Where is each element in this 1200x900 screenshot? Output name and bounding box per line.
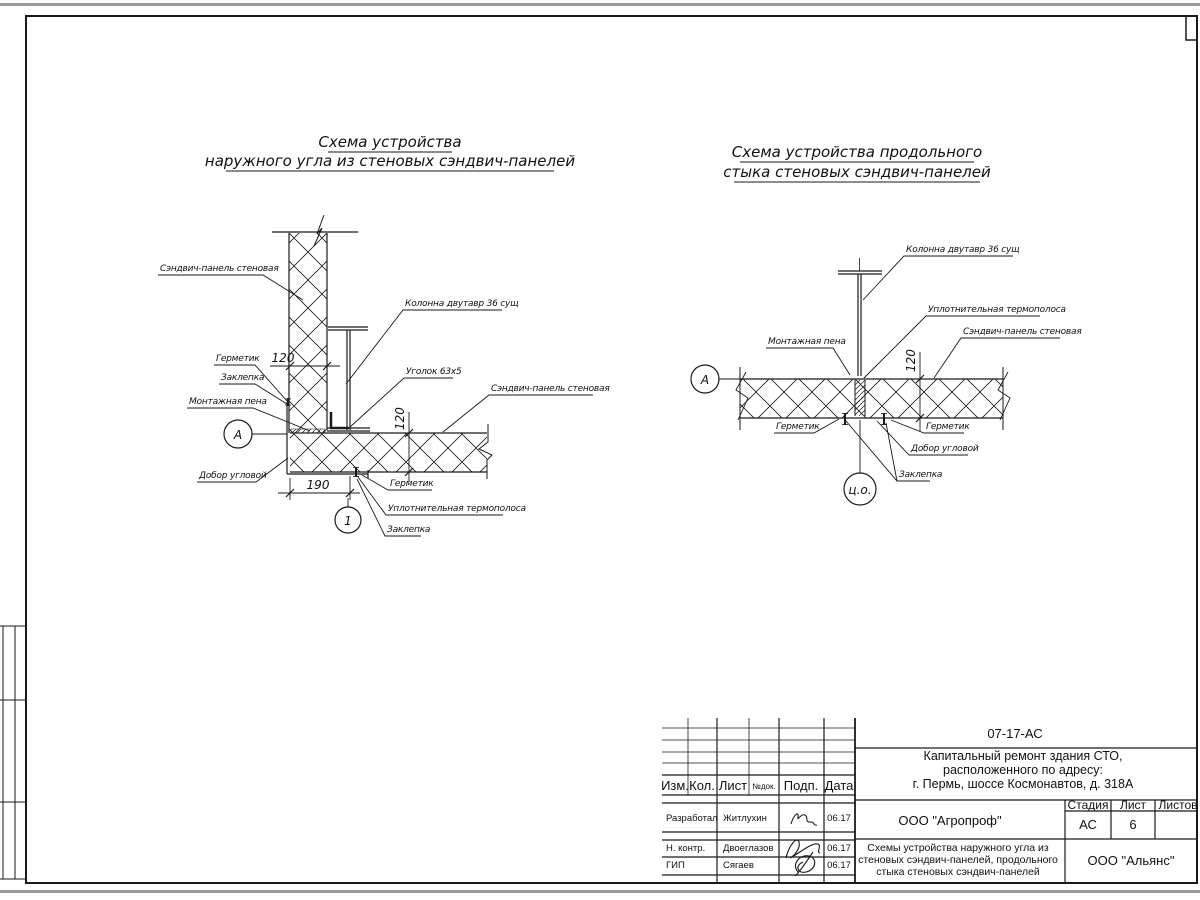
right-diagram-title-line1: Схема устройства продольного [731,143,983,161]
tb-desc-line3: стыка стеновых сэндвич-панелей [876,866,1040,878]
tb-stage-value: АС [1079,817,1097,832]
tb-row-date: 06.17 [827,860,851,871]
tb-row-role: Разработал [666,813,718,824]
svg-text:ц.о.: ц.о. [848,483,872,497]
label-column: Колонна двутавр 36 сущ [405,299,519,309]
svg-text:120: 120 [271,351,295,365]
tb-row-name: Житлухин [723,813,767,824]
label-sealant-bottom: Герметик [390,479,434,489]
svg-text:120: 120 [904,349,918,372]
i-beam-column [838,258,882,376]
wall-panel-hatch [740,379,1003,418]
label-rivet: Заклепка [899,470,943,480]
svg-text:А: А [700,373,710,387]
label-rivet-left: Заклепка [221,373,265,383]
tb-header-data: Дата [824,778,854,793]
right-diagram-labels [766,245,1082,481]
label-angle: Уголок 63х5 [406,367,462,377]
tb-project-line3: г. Пермь, шоссе Космонавтов, д. 318А [912,777,1134,791]
signature [791,814,817,825]
label-thermo: Уплотнительная термополоса [388,504,526,514]
svg-text:А: А [233,428,243,442]
corner-stamp-box [1186,16,1197,40]
label-panel-left: Сэндвич-панель стеновая [160,264,279,274]
tb-header-podp: Подп. [783,778,819,793]
tb-org-top: ООО "Агропроф" [898,813,1002,828]
tb-row-role: Н. контр. [666,843,706,854]
tb-row-date: 06.17 [827,843,851,854]
dim-190 [278,476,360,500]
thermal-strip-hatch [856,380,865,416]
svg-text:120: 120 [393,407,407,430]
svg-text:1: 1 [344,514,352,528]
angle-profile [331,412,349,428]
left-diagram [158,133,610,536]
tb-row-name: Сягаев [723,860,754,871]
label-sealant-right: Герметик [926,422,970,432]
axis-marker-a [691,365,740,393]
label-trim: Добор угловой [199,471,267,481]
tb-row-name: Двоеглазов [723,843,774,854]
left-diagram-title-line1: Схема устройства [318,133,462,151]
label-sealant-left: Герметик [216,354,260,364]
tb-row-date: 06.17 [827,813,851,824]
left-diagram-labels [158,264,610,536]
label-panel: Сэндвич-панель стеновая [963,327,1082,337]
tb-header-ndok: №док. [752,782,776,791]
tb-project-line1: Капитальный ремонт здания СТО, [923,749,1123,763]
label-foam: Монтажная пена [189,397,267,407]
wall-panel-vertical-hatch [289,233,327,433]
i-beam-column [327,327,370,431]
left-diagram-title-line2: наружного угла из стеновых сэндвич-панелей [204,152,576,170]
right-diagram [691,143,1082,505]
wall-panel-horizontal-hatch [290,433,487,472]
tb-header-kol: Кол. [689,778,715,793]
left-margin-boxes [0,626,26,879]
tb-row-role: ГИП [666,860,685,871]
tb-sheet-value: 6 [1129,817,1137,832]
tb-org-bottom: ООО "Альянс" [1087,853,1175,868]
center-marker [844,420,876,505]
title-block [661,718,1197,883]
tb-project-line2: расположенного по адресу: [943,763,1103,777]
right-diagram-title-line2: стыка стеновых сэндвич-панелей [723,163,991,181]
foam-strip [291,429,325,433]
svg-text:190: 190 [306,478,330,492]
tb-desc-line2: стеновых сэндвич-панелей, продольного [858,854,1058,866]
tb-doc-number: 07-17-АС [987,726,1043,741]
tb-sheets-label: Листов [1158,798,1198,812]
signature [795,852,815,876]
tb-header-izm: Изм. [661,778,689,793]
tb-desc-line1: Схемы устройства наружного угла из [867,842,1049,854]
tb-header-list: Лист [718,778,748,793]
label-rivet-bottom: Заклепка [387,525,431,535]
node-marker-1 [335,498,361,533]
tb-sheet-label: Лист [1119,798,1147,812]
label-sealant-left: Герметик [776,422,820,432]
label-thermo: Уплотнительная термополоса [928,305,1066,315]
signatures [786,814,820,876]
label-panel-right: Сэндвич-панель стеновая [491,384,610,394]
axis-marker-a [224,420,287,448]
tb-stage-label: Стадия [1067,798,1109,812]
label-foam: Монтажная пена [768,337,846,347]
label-trim: Добор угловой [911,444,979,454]
label-column: Колонна двутавр 36 сущ [906,245,1020,255]
signature [786,840,820,858]
